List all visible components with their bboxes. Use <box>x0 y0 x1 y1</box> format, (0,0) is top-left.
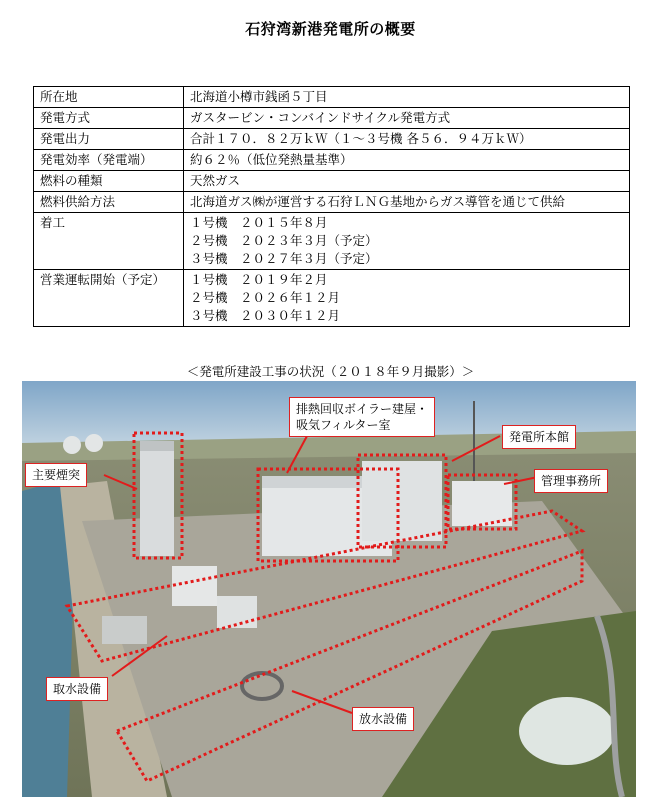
callout-hrsg-line: 吸気フィルター室 <box>296 418 391 432</box>
photo-caption: ＜発電所建設工事の状況（２０１８年９月撮影）＞ <box>186 364 475 379</box>
aerial-photo <box>22 381 636 797</box>
callout-intake: 取水設備 <box>46 677 108 701</box>
row-key: 発電効率（発電端） <box>34 150 184 171</box>
row-value: 合計１７０．８２万ｋＷ（１～３号機 各５６．９４万ｋＷ） <box>184 129 630 150</box>
row-value: 天然ガス <box>184 171 630 192</box>
value-line: ３号機 ２０２７年３月（予定） <box>190 251 378 266</box>
callout-outfall: 放水設備 <box>352 707 414 731</box>
table-row <box>34 192 630 213</box>
main-building <box>362 461 442 541</box>
value-line: ２号機 ２０２６年１２月 <box>190 290 341 305</box>
lng-tank <box>63 436 81 454</box>
row-key: 着工 <box>34 213 184 270</box>
pond <box>519 697 615 765</box>
row-value <box>184 270 630 327</box>
table-row <box>34 129 630 150</box>
table-row <box>34 108 630 129</box>
row-value: 北海道ガス㈱が運営する石狩ＬＮＧ基地からガス導管を通じて供給 <box>184 192 630 213</box>
table-row <box>34 171 630 192</box>
row-value <box>184 213 630 270</box>
lng-tank <box>85 434 103 452</box>
page-title: 石狩湾新港発電所の概要 <box>245 20 416 38</box>
value-line: １号機 ２０１９年２月 <box>190 272 328 287</box>
row-value: 約６２％（低位発熱量基準） <box>184 150 630 171</box>
intake-structure <box>102 616 147 644</box>
pump-house <box>172 566 217 606</box>
table-row <box>34 87 630 108</box>
callout-stack: 主要煙突 <box>25 463 87 487</box>
table-row <box>34 270 630 327</box>
row-key: 燃料の種類 <box>34 171 184 192</box>
row-value: 北海道小樽市銭函５丁目 <box>184 87 630 108</box>
table-row <box>34 150 630 171</box>
overview-table <box>33 86 630 327</box>
row-key: 発電出力 <box>34 129 184 150</box>
callout-hrsg <box>289 397 435 437</box>
table-row <box>34 213 630 270</box>
callout-main-building: 発電所本館 <box>502 425 576 449</box>
row-key: 所在地 <box>34 87 184 108</box>
row-value: ガスタービン・コンバインドサイクル発電方式 <box>184 108 630 129</box>
callout-hrsg-line: 排熱回収ボイラー建屋・ <box>296 402 429 416</box>
value-line: １号機 ２０１５年８月 <box>190 215 328 230</box>
stack <box>140 441 174 556</box>
callout-office: 管理事務所 <box>534 469 608 493</box>
value-line: ３号機 ２０３０年１２月 <box>190 308 341 323</box>
row-key: 発電方式 <box>34 108 184 129</box>
small-building <box>217 596 257 628</box>
row-key: 燃料供給方法 <box>34 192 184 213</box>
value-line: ２号機 ２０２３年３月（予定） <box>190 233 378 248</box>
stack-top <box>140 441 174 451</box>
row-key: 営業運転開始（予定） <box>34 270 184 327</box>
